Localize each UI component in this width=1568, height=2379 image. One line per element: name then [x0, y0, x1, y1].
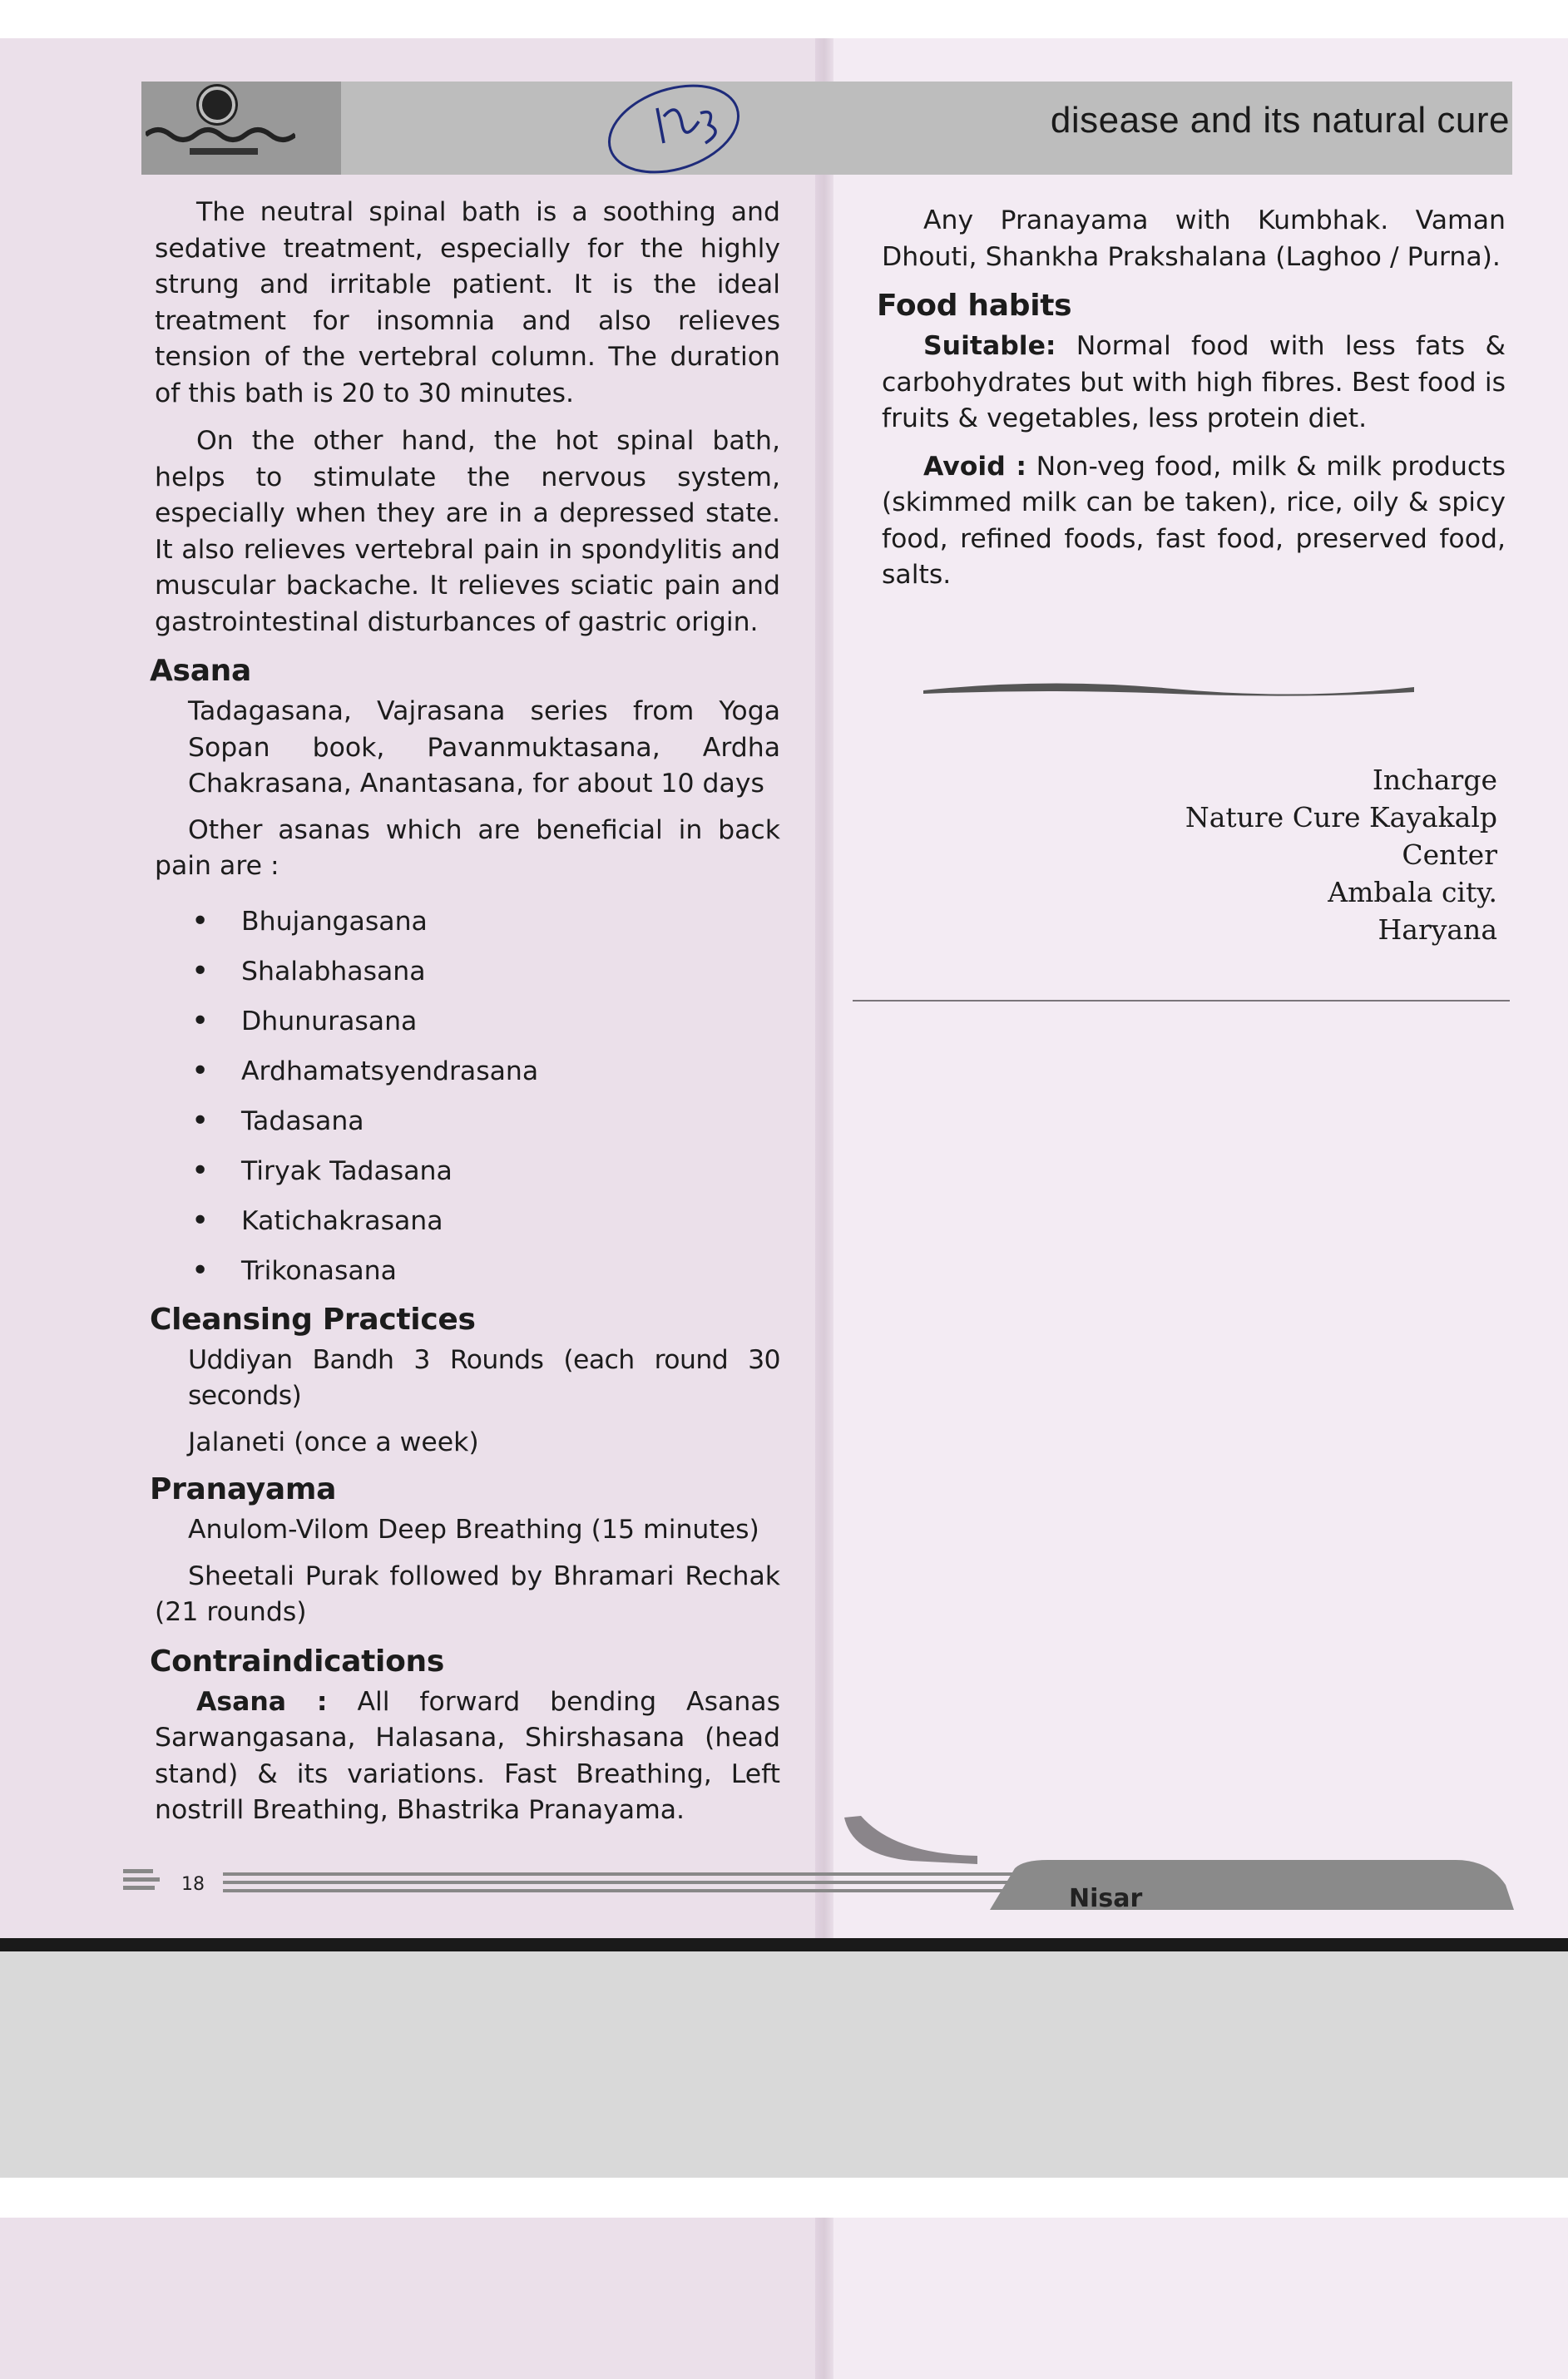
suitable-paragraph [882, 329, 1506, 438]
heading-pranayama: Pranayama [150, 1472, 337, 1506]
signature-line: Nature Cure Kayakalp Center [1185, 801, 1497, 871]
logo-base-line [190, 148, 258, 155]
list-item: • Dhunurasana [155, 997, 780, 1046]
signature-line: Ambala city. [1328, 876, 1497, 908]
list-item: • Shalabhasana [155, 947, 780, 997]
scan-margin-top [0, 0, 1568, 38]
asana-list [155, 897, 780, 1296]
list-item: • Tadasana [155, 1096, 780, 1146]
heading-cleansing-practices: Cleansing Practices [150, 1302, 476, 1337]
signature-line: Haryana [1378, 913, 1497, 946]
pranayama-line: Anulom-Vilom Deep Breathing (15 minutes) [188, 1515, 759, 1545]
asana-intro-paragraph: Other asanas which are beneficial in back pain are : [155, 814, 780, 881]
sun-icon [199, 87, 235, 123]
heading-food-habits: Food habits [877, 289, 1072, 323]
suitable-label: Suitable: [923, 331, 1056, 361]
section-divider [853, 1000, 1510, 1002]
pranayama-line: Sheetali Purak followed by Bhramari Rechak (21 rounds) [155, 1560, 780, 1627]
footer-tab-text: Nisar [1069, 1884, 1143, 1913]
cleansing-line: Jalaneti (once a week) [188, 1427, 479, 1457]
list-item: • Trikonasana [155, 1246, 780, 1296]
contraindications-paragraph [155, 1684, 780, 1829]
cleansing-line: Uddiyan Bandh 3 Rounds (each round 30 seconds) [188, 1344, 780, 1411]
list-item: • Tiryak Tadasana [155, 1146, 780, 1196]
page-number: 18 [181, 1874, 205, 1895]
signature-block [1081, 761, 1497, 948]
left-column [150, 195, 780, 1841]
paragraph-hot-spinal-bath: On the other hand, the hot spinal bath, helps to stimulate the nervous system, especially when they are in a depressed state. It also relieves vertebral pain in spondylitis and muscular backache. It relieves sciatic pain and gastrointestinal disturbances of gastric origin. [155, 426, 780, 637]
avoid-paragraph [882, 449, 1506, 594]
list-item: • Katichakrasana [155, 1196, 780, 1246]
paragraph-neutral-spinal-bath: The neutral spinal bath is a soothing and sedative treatment, especially for the highly strung and irritable patient. It is the ideal treatment for insomnia and also relieves tension of the vertebral column. The duration of this bath is 20 to 30 minutes. [155, 197, 780, 408]
avoid-label: Avoid : [923, 451, 1026, 482]
avoid-text: Non-veg food, milk & milk products (skimmed milk can be taken), rice, oily & spicy food, refined foods, fast food, preserved food, salts. [882, 451, 1506, 590]
waves-icon [146, 121, 295, 143]
running-title: disease and its natural cure [1050, 100, 1510, 141]
handwritten-stamp-icon [599, 67, 749, 183]
asana-paragraph: Tadagasana, Vajrasana series from Yoga Sopan book, Pavanmuktasana, Ardha Chakrasana, Anantasana, for about 10 days [188, 696, 780, 799]
suitable-text: Normal food with less fats & carbohydrates but with high fibres. Best food is fruits & vegetables, less protein diet. [882, 331, 1506, 433]
corner-decoration [844, 1809, 977, 1867]
heading-asana: Asana [150, 654, 252, 688]
decorative-swoosh [923, 674, 1414, 707]
contraindications-text: All forward bending Asanas Sarwangasana, Halasana, Shirshasana (head stand) & its variations. Fast Breathing, Left nostrill Breathing, Bhastrika Pranayama. [155, 1686, 780, 1825]
list-item: • Ardhamatsyendrasana [155, 1046, 780, 1096]
right-column [877, 203, 1506, 606]
signature-line: Incharge [1372, 764, 1497, 796]
scan-background [0, 1951, 1568, 2178]
heading-contraindications: Contraindications [150, 1644, 444, 1679]
list-item: • Bhujangasana [155, 897, 780, 947]
contraindications-label: Asana : [196, 1686, 328, 1717]
scan-margin-bottom [0, 2178, 1568, 2218]
continuation-paragraph: Any Pranayama with Kumbhak. Vaman Dhouti, Shankha Prakshalana (Laghoo / Purna). [882, 205, 1506, 272]
scan-edge-shadow [0, 1938, 1568, 1951]
